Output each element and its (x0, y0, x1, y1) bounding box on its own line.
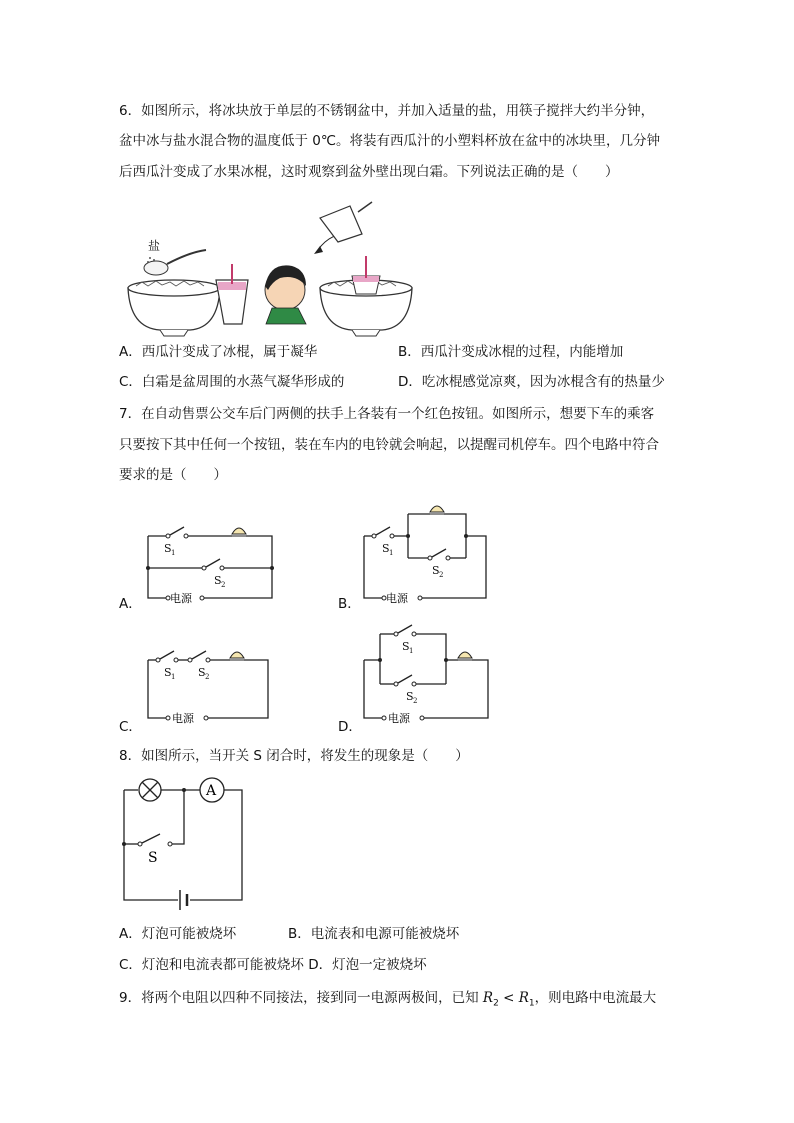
s2-sub: 2 (221, 581, 226, 589)
q7-label-d: D． (338, 719, 362, 735)
q9-text-end: ，则电路中电流最大 (534, 990, 657, 1006)
ammeter-label: A (206, 783, 217, 799)
s2-label: S (432, 564, 440, 577)
r1-subscript: 1 (528, 998, 535, 1009)
salt-label: 盐 (148, 239, 161, 253)
s1-label: S (164, 666, 172, 679)
s2-sub: 2 (439, 571, 444, 579)
q9-text-start: 9．将两个电阻以四种不同接法，接到同一电源两极间，已知 (119, 990, 479, 1006)
q6-line-3: 后西瓜汁变成了水果冰棍，这时观察到盆外壁出现白霜。下列说法正确的是（ ） (119, 164, 619, 180)
s1-label: S (164, 542, 172, 555)
r2-subscript: 2 (493, 998, 499, 1009)
s1-sub: 1 (409, 647, 414, 655)
s2-sub: 2 (413, 697, 418, 705)
q7-line-1: 7．在自动售票公交车后门两侧的扶手上各装有一个红色按钮。如图所示，想要下车的乘客 (119, 406, 655, 422)
q7-label-c: C． (119, 719, 142, 735)
q7-line-2: 只要按下其中任何一个按钮，装在车内的电铃就会响起，以提醒司机停车。四个电路中符合 (119, 437, 659, 453)
q7-circuit-b (356, 496, 496, 608)
s2-label: S (198, 666, 206, 679)
power-source-label: 电源 (170, 592, 192, 605)
q6-option-b: B．西瓜汁变成冰棍的过程，内能增加 (398, 344, 624, 360)
q7-label-b: B． (338, 596, 361, 612)
q6-line-1: 6．如图所示，将冰块放于单层的不锈钢盆中，并加入适量的盐，用筷子搅拌大约半分钟， (119, 103, 655, 119)
s1-sub: 1 (171, 549, 176, 557)
s2-sub: 2 (205, 673, 210, 681)
less-than-sign: < (503, 990, 515, 1006)
s2-label: S (214, 574, 222, 587)
r1-symbol: R (518, 990, 529, 1006)
q8-line-1: 8．如图所示，当开关 S 闭合时，将发生的现象是（ ） (119, 748, 469, 764)
q6-option-c: C．白霜是盆周围的水蒸气凝华形成的 (119, 374, 345, 390)
q7-circuit-c (140, 642, 280, 732)
q7-line-3: 要求的是（ ） (119, 467, 227, 483)
q7-circuit-a (140, 518, 280, 608)
switch-label: S (148, 850, 158, 866)
q6-line-2: 盆中冰与盐水混合物的温度低于 0℃。将装有西瓜汁的小塑料杯放在盆中的冰块里，几分钟 (119, 133, 661, 149)
q8-option-b: B．电流表和电源可能被烧坏 (288, 926, 460, 942)
r2-symbol: R (482, 990, 494, 1006)
q6-figure (120, 190, 410, 330)
power-source-label: 电源 (386, 592, 408, 605)
power-source-label: 电源 (388, 712, 410, 725)
q7-label-a: A． (119, 596, 142, 612)
q6-option-a: A．西瓜汁变成了冰棍，属于凝华 (119, 344, 318, 360)
q9-line-1 (119, 988, 656, 1014)
s1-label: S (402, 640, 410, 653)
s1-sub: 1 (171, 673, 176, 681)
q7-circuit-d (356, 620, 496, 732)
s2-label: S (406, 690, 414, 703)
q6-option-d: D．吃冰棍感觉凉爽，因为冰棍含有的热量少 (398, 374, 665, 390)
q8-circuit (120, 776, 250, 916)
s1-sub: 1 (389, 549, 394, 557)
power-source-label: 电源 (172, 712, 194, 725)
q8-option-cd: C．灯泡和电流表都可能被烧坏 D．灯泡一定被烧坏 (119, 957, 427, 973)
s1-label: S (382, 542, 390, 555)
q8-option-a: A．灯泡可能被烧坏 (119, 926, 237, 942)
